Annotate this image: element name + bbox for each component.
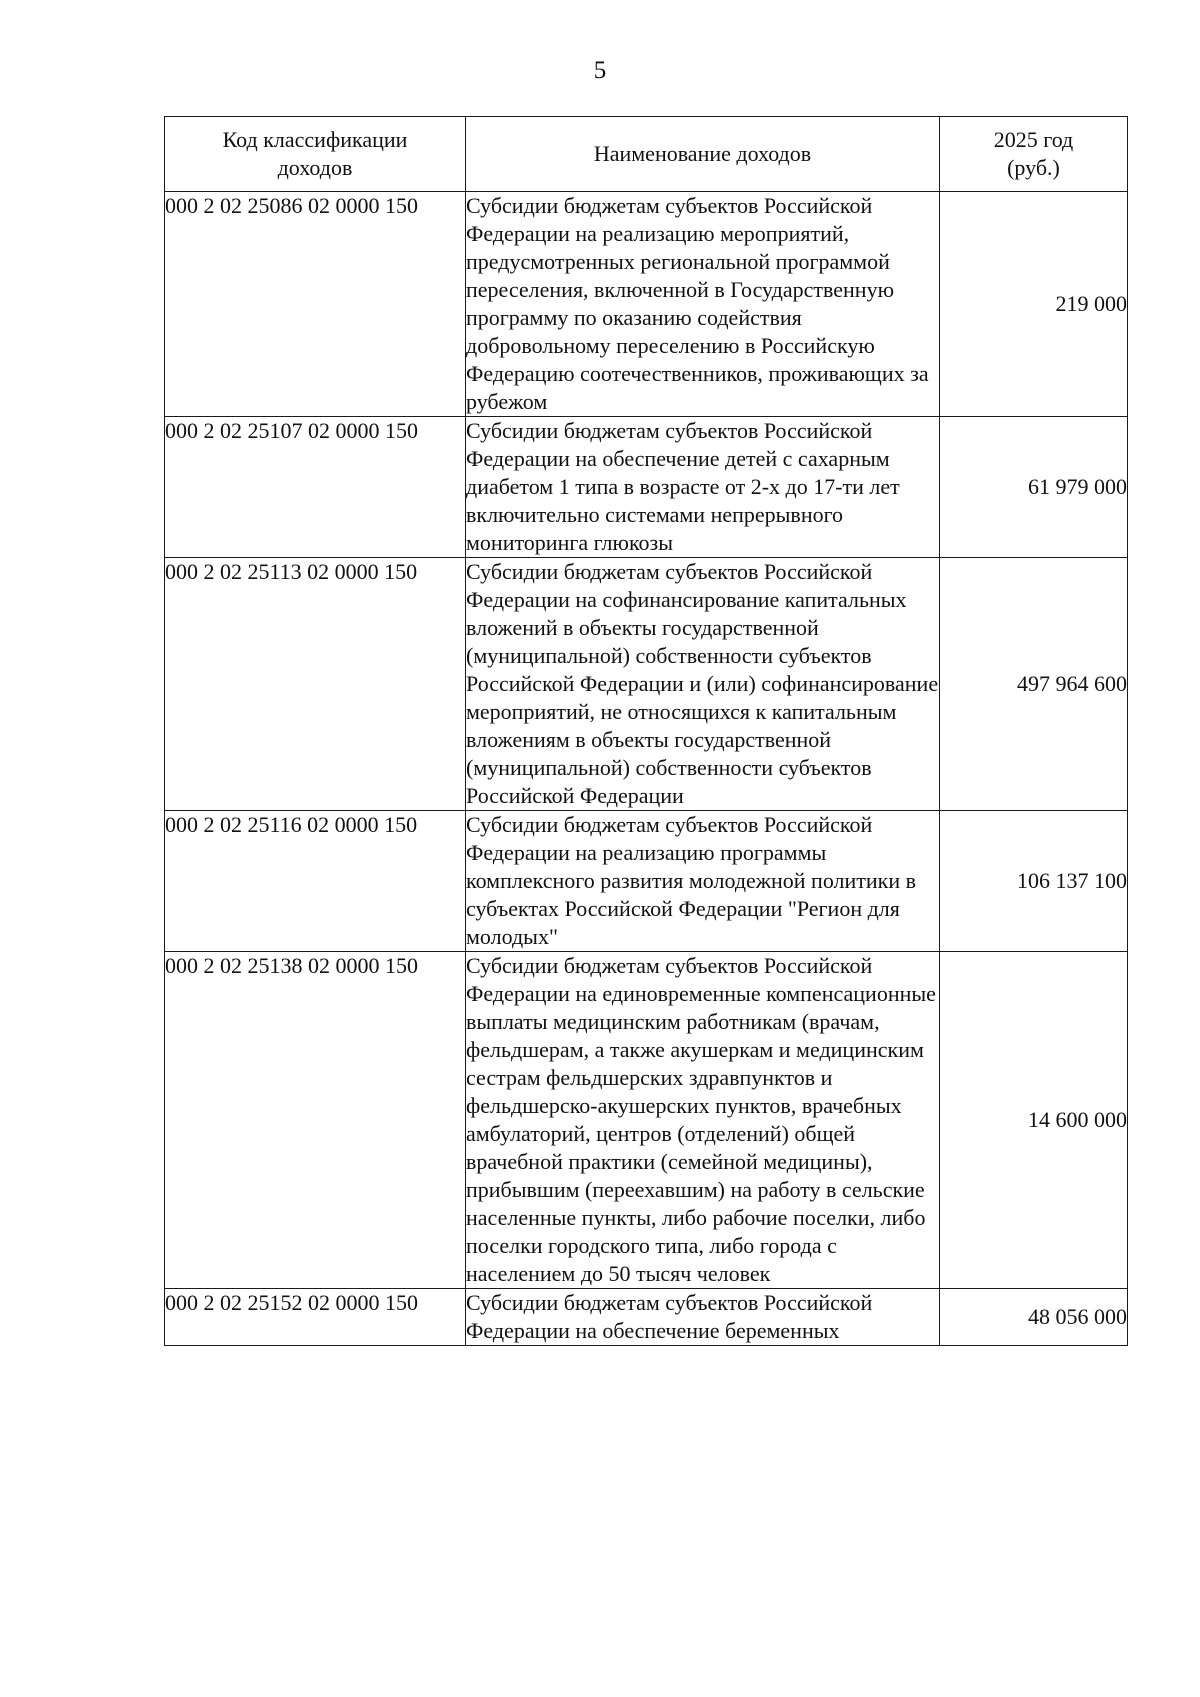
- income-name: Субсидии бюджетам субъектов Российской Федерации на реализацию мероприятий, предусмотренных региональной программой переселения, включенной в Государственную программу по оказанию содействия добровольному переселению в Российскую Федерацию соотечественников, проживающих за рубежом: [466, 192, 940, 417]
- table-row: [165, 811, 1128, 952]
- income-code: 000 2 02 25152 02 0000 150: [165, 1289, 466, 1346]
- income-amount: 14 600 000: [940, 952, 1128, 1289]
- header-amount: 2025 год (руб.): [940, 117, 1128, 192]
- income-amount: 219 000: [940, 192, 1128, 417]
- income-name: Субсидии бюджетам субъектов Российской Федерации на софинансирование капитальных вложений в объекты государственной (муниципальной) собственности субъектов Российской Федерации и (или) софинансирование мероприятий, не относящихся к капитальным вложениям в объекты государственной (муниципальной) собственности субъектов Российской Федерации: [466, 558, 940, 811]
- income-code: 000 2 02 25113 02 0000 150: [165, 558, 466, 811]
- income-code: 000 2 02 25086 02 0000 150: [165, 192, 466, 417]
- income-name: Субсидии бюджетам субъектов Российской Федерации на обеспечение беременных: [466, 1289, 940, 1346]
- table-row: [165, 952, 1128, 1289]
- income-table: [164, 116, 1128, 1346]
- page-number: 5: [593, 57, 607, 84]
- header-name: Наименование доходов: [466, 117, 940, 192]
- table-row: [165, 1289, 1128, 1346]
- income-name: Субсидии бюджетам субъектов Российской Федерации на единовременные компенсационные выплаты медицинским работникам (врачам, фельдшерам, а также акушеркам и медицинским сестрам фельдшерских здравпунктов и фельдшерско-акушерских пунктов, врачебных амбулаторий, центров (отделений) общей врачебной практики (семейной медицины), прибывшим (переехавшим) на работу в сельские населенные пункты, либо рабочие поселки, либо поселки городского типа, либо города с населением до 50 тысяч человек: [466, 952, 940, 1289]
- table-row: [165, 417, 1128, 558]
- income-amount: 497 964 600: [940, 558, 1128, 811]
- income-code: 000 2 02 25116 02 0000 150: [165, 811, 466, 952]
- income-name: Субсидии бюджетам субъектов Российской Федерации на реализацию программы комплексного развития молодежной политики в субъектах Российской Федерации "Регион для молодых": [466, 811, 940, 952]
- table-row: [165, 192, 1128, 417]
- table-row: [165, 558, 1128, 811]
- income-code: 000 2 02 25138 02 0000 150: [165, 952, 466, 1289]
- income-code: 000 2 02 25107 02 0000 150: [165, 417, 466, 558]
- header-code: Код классификации доходов: [165, 117, 466, 192]
- income-amount: 48 056 000: [940, 1289, 1128, 1346]
- income-amount: 61 979 000: [940, 417, 1128, 558]
- income-name: Субсидии бюджетам субъектов Российской Федерации на обеспечение детей с сахарным диабетом 1 типа в возрасте от 2-х до 17-ти лет включительно системами непрерывного мониторинга глюкозы: [466, 417, 940, 558]
- income-amount: 106 137 100: [940, 811, 1128, 952]
- table-header-row: [165, 117, 1128, 192]
